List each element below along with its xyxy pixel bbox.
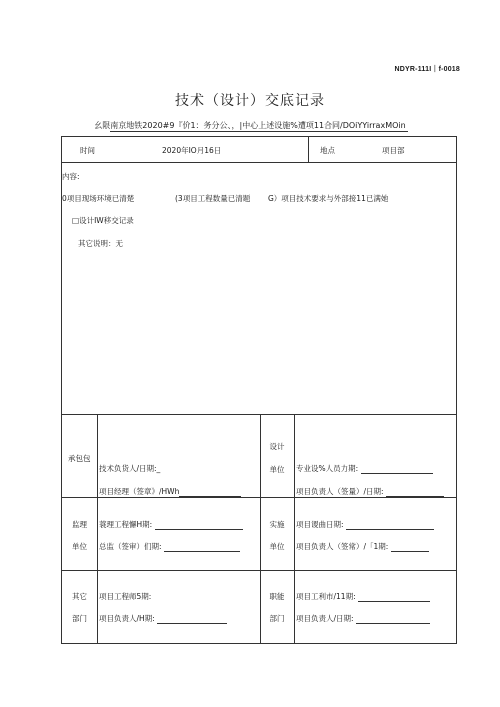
contractor-label: 承包包 <box>68 454 91 463</box>
func-engineer-line: 项目工利市/11期: <box>296 591 430 602</box>
func-dept-label-top: 职能 <box>269 592 285 601</box>
time-label: 时间 <box>80 146 95 155</box>
other-dept-label-top: 其它 <box>72 592 87 601</box>
impl-unit-label-top: 实施 <box>269 520 285 529</box>
mid-col-divider-left <box>260 414 261 643</box>
contractor-pm-line: 项目经理（签章》/HWh <box>99 486 241 497</box>
place-label: 地点 <box>320 146 335 155</box>
content-other-notes: 其它说明：无 <box>78 239 123 248</box>
supervision-chief-line: 总监（签审）们期: <box>99 541 240 552</box>
supervision-label-bottom: 单位 <box>72 542 87 551</box>
design-unit-label-bottom: 单位 <box>269 465 285 474</box>
info-col-divider <box>308 137 309 162</box>
date-value: 2020年IO月16日 <box>162 146 222 155</box>
impl-unit-label-bottom: 单位 <box>269 542 285 551</box>
document-code: NDYR-111I｜f-0018 <box>394 66 460 73</box>
project-underline <box>110 131 408 132</box>
row-divider-info <box>62 162 456 163</box>
other-engineer-line: 项目工程师5期: <box>99 592 152 601</box>
design-lead-line: 项目负责人（签量）/日期: <box>296 486 444 497</box>
design-unit-label-top: 设计 <box>269 442 285 451</box>
content-item-requirements: G）项目技术要求与外部接11已满她 <box>268 194 389 203</box>
content-label: 内容: <box>62 172 80 181</box>
content-item-site: 0项目现场环境已清楚 <box>62 194 135 203</box>
page-title: 技术（设计）交底记录 <box>175 93 325 109</box>
row-divider-supervision <box>62 570 456 571</box>
content-item-design-handover: □设计IW移交记录 <box>72 216 134 225</box>
content-item-quantity: (3项目工程数量已清题 <box>175 194 251 203</box>
func-lead-line: 项目负责人/日期: <box>296 613 430 624</box>
supervision-label-top: 监理 <box>72 520 87 529</box>
project-name-line: 幺限南京地铁2020#9『价1：务分公、，|中心上述设施%遭项11合同/DOiYYirraxMOin <box>94 121 406 130</box>
row-divider-contractor <box>62 497 456 498</box>
design-staff-line: 专业设%人员力期: <box>296 463 433 474</box>
impl-lead-line: 项目负责人（签常）/「1期: <box>296 541 429 552</box>
other-lead-line: 项目负责人/H期: <box>99 613 227 624</box>
other-dept-label-bottom: 部门 <box>72 614 87 623</box>
place-value: 项目部 <box>382 146 405 155</box>
label-col-divider <box>97 414 98 643</box>
impl-engineer-line: 项目谡曲日期: <box>296 519 434 530</box>
record-table <box>61 136 457 644</box>
contractor-tech-lead-line: 技术负货人/日期:_ <box>99 464 161 473</box>
row-divider-content <box>62 414 456 415</box>
supervision-engineer-line: 蓑理工程懈H期: <box>99 519 243 530</box>
mid-col-divider-right <box>294 414 295 643</box>
func-dept-label-bottom: 部门 <box>269 614 285 623</box>
